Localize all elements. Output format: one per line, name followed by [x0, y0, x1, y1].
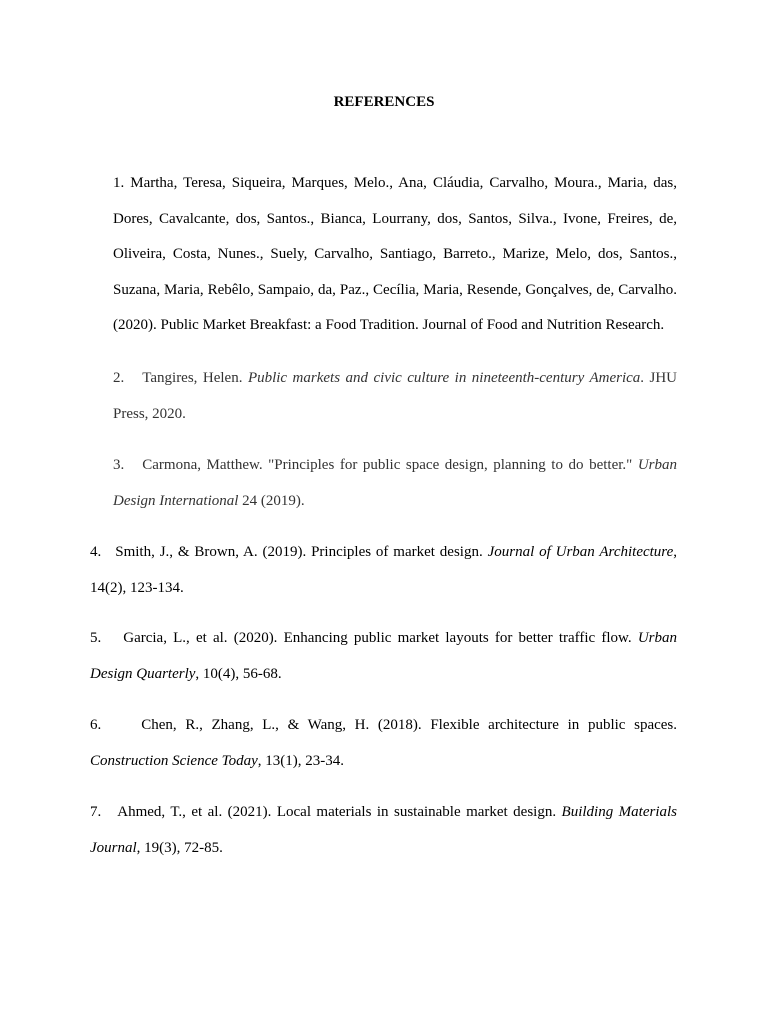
reference-text: Carmona, Matthew. "Principles for public space design, planning to do better." [142, 457, 638, 473]
reference-item-2 [113, 361, 677, 432]
reference-item-5 [90, 621, 677, 692]
reference-item-6 [90, 708, 677, 779]
reference-number: 7. [90, 804, 102, 820]
reference-italic-title: Public markets and civic culture in nineteenth-century America [247, 370, 641, 386]
reference-number: 6. [90, 717, 102, 733]
reference-item-4 [90, 535, 677, 606]
reference-number: 1. [113, 175, 125, 191]
reference-item-1 [113, 166, 677, 344]
reference-item-3 [113, 448, 677, 519]
reference-number: 2. [113, 370, 125, 386]
reference-text-end: , 10(4), 56-68. [195, 665, 282, 682]
reference-text: Ahmed, T., et al. (2021). Local materials in sustainable market design. [117, 804, 562, 820]
reference-text: Martha, Teresa, Siqueira, Marques, Melo., Ana, Cláudia, Carvalho, Moura., Maria, das, Dores, Cavalcante, dos, Santos., Bianca, Lourrany, dos, Santos, Silva., Ivone, Freires, de, Oliveira, Costa, Nunes., Suely, Carvalho, Santiago, Barreto., Marize, Melo, dos, Santos., Suzana, Maria, Rebêlo, Sampaio, da, Paz., Cecília, Maria, Resende, Gonçalves, de, Carvalho. (2020). Public Market Breakfast: a Food Tradition. Journal of Food and Nutrition Research. [113, 175, 677, 333]
reference-italic-title: Building Materials Journal [90, 804, 677, 856]
reference-text-end: , 13(1), 23-34. [257, 752, 345, 769]
reference-number: 4. [90, 544, 102, 560]
reference-text: Garcia, L., et al. (2020). Enhancing public market layouts for better traffic flow. [123, 630, 638, 646]
reference-italic-title: Journal of Urban Architecture [487, 544, 674, 560]
reference-text: Chen, R., Zhang, L., & Wang, H. (2018). Flexible architecture in public spaces. [141, 717, 677, 733]
page-title: REFERENCES [333, 94, 435, 110]
reference-italic-title: Urban Design Quarterly [90, 630, 677, 682]
reference-text: Tangires, Helen. [142, 370, 248, 386]
reference-text-end: , 19(3), 72-85. [136, 839, 223, 856]
reference-number: 3. [113, 457, 125, 473]
reference-text: Smith, J., & Brown, A. (2019). Principles of market design. [115, 544, 488, 560]
reference-text-end: . JHU Press, 2020. [113, 370, 677, 422]
reference-text-end: , 14(2), 123-134. [90, 544, 677, 596]
reference-number: 5. [90, 630, 102, 646]
reference-italic-title: Construction Science Today [90, 752, 258, 769]
reference-text-end: 24 (2019). [238, 492, 305, 509]
reference-italic-title: Urban Design International [113, 457, 677, 509]
reference-item-7 [90, 795, 677, 866]
